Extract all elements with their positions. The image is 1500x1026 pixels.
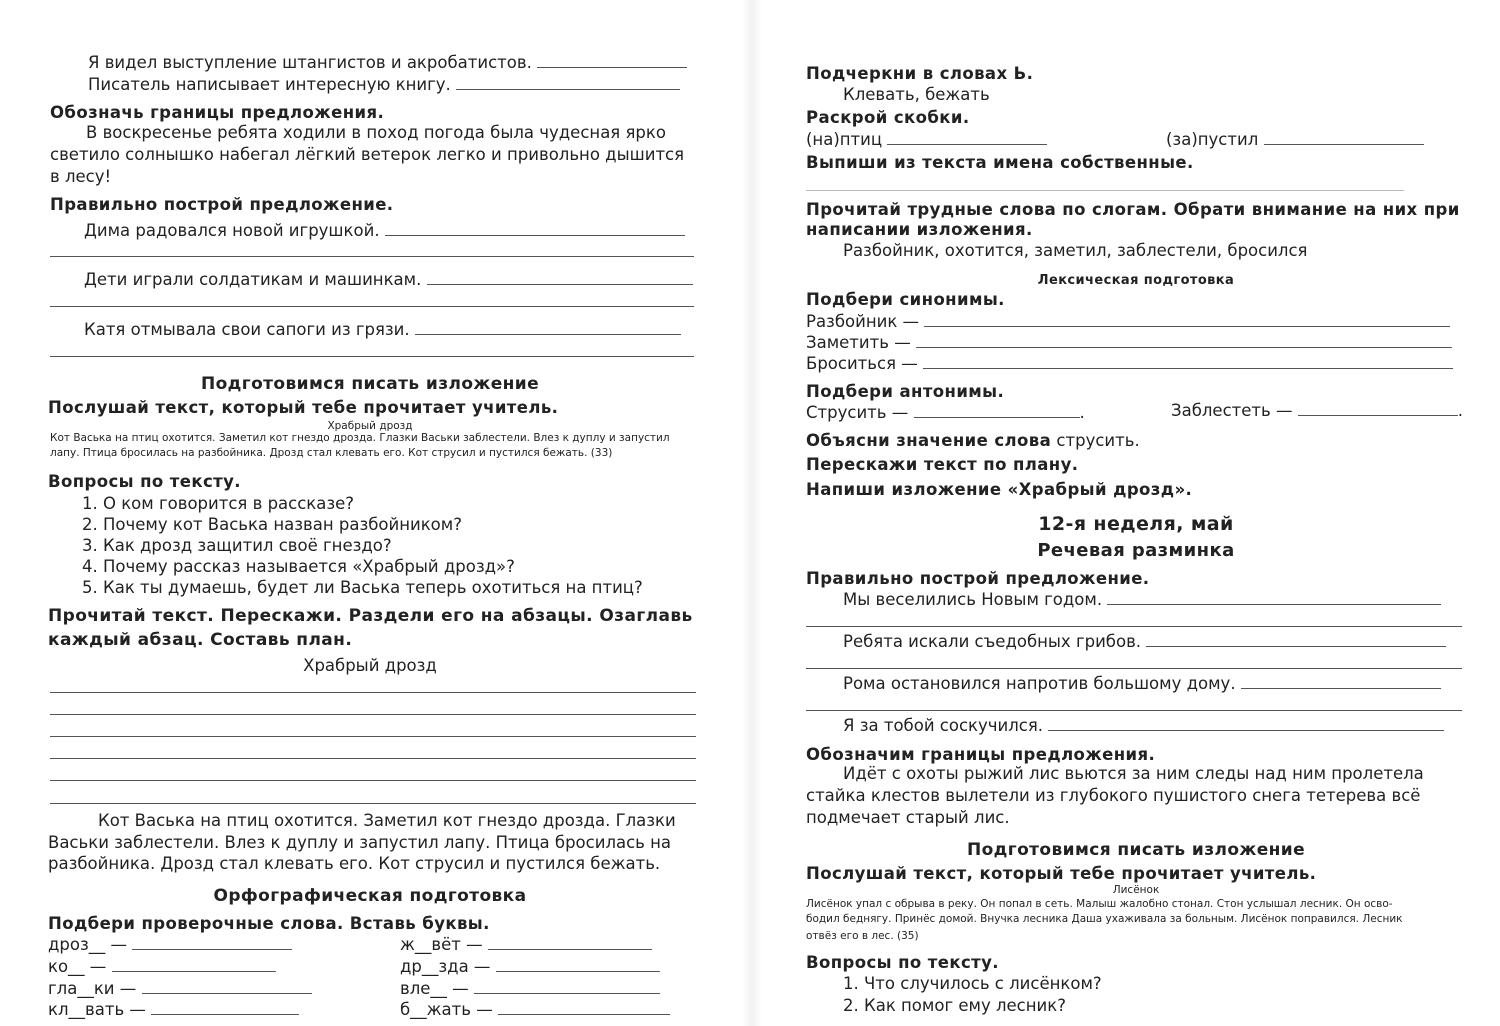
synonyms-title: Подбери синонимы.: [806, 290, 1005, 309]
explain-task: Объясни значение слова струсить.: [806, 431, 1140, 450]
bracket-item-1: (на)птиц: [806, 130, 1047, 150]
question-2: 2. Почему кот Васька назван разбойником?: [82, 515, 462, 534]
boundaries-line-3: подмечает старый лис.: [806, 808, 1010, 827]
story-title: Храбрый дрозд: [303, 656, 437, 675]
answer-line[interactable]: [806, 190, 1404, 191]
build-sentence-1: Мы веселились Новым годом.: [843, 590, 1441, 610]
boundaries-title: Обозначь границы предложения.: [50, 103, 385, 122]
questions-title: Вопросы по тексту.: [806, 953, 999, 972]
intro-line-2: Писатель написывает интересную книгу.: [88, 75, 680, 95]
story-small-line-2: лапу. Птица бросилась на разбойника. Дрозд стал клевать его. Кот струсил и пустился бежать. (33): [50, 447, 613, 459]
boundaries-line-1: В воскресенье ребята ходили в поход погода была чудесная ярко: [86, 123, 666, 142]
ortho-word: др__зда —: [400, 957, 660, 977]
listen-instruction: Послушай текст, который тебе прочитает учитель.: [48, 398, 559, 417]
week-title: 12-я неделя, май: [1038, 513, 1234, 535]
underline-title: Подчеркни в словах Ь.: [806, 64, 1034, 83]
synonym-item: Броситься —: [806, 354, 1453, 374]
question-5: 5. Как ты думаешь, будет ли Васька теперь охотиться на птиц?: [82, 578, 643, 597]
answer-line[interactable]: [50, 306, 694, 307]
boundaries-line-3: в лесу!: [50, 167, 112, 186]
answer-line[interactable]: [806, 710, 1462, 711]
intro-line-1: Я видел выступление штангистов и акробатистов.: [88, 53, 687, 73]
prepare-title: Подготовимся писать изложение: [966, 840, 1306, 860]
build-sentence-3: Рома остановился напротив большому дому.: [843, 674, 1441, 694]
ortho-word: кл__вать —: [48, 1000, 299, 1020]
writing-line[interactable]: [50, 714, 696, 715]
syllables-line-1: Прочитай трудные слова по слогам. Обрати внимание на них при: [806, 200, 1460, 219]
story-line-1: Кот Васька на птиц охотится. Заметил кот гнездо дрозда. Глазки: [98, 811, 676, 830]
writing-line[interactable]: [50, 736, 696, 737]
build-title: Правильно построй предложение.: [806, 569, 1150, 588]
synonym-item: Разбойник —: [806, 312, 1450, 332]
story-small-line-1: Лисёнок упал с обрыва в реку. Он попал в сеть. Малыш жалобно стонал. Стон услышал лесник. Он осво-: [806, 898, 1393, 910]
syllables-line-2: написании изложения.: [806, 220, 1033, 239]
writing-line[interactable]: [50, 780, 696, 781]
ortho-title: Орфографическая подготовка: [213, 886, 527, 906]
build-sentence-1: Дима радовался новой игрушкой.: [84, 221, 685, 241]
story-small-line-1: Кот Васька на птиц охотится. Заметил кот гнездо дрозда. Глазки Васьки заблестели. Влез к дуплу и запустил: [50, 432, 670, 444]
build-sentence-2: Дети играли солдатикам и машинкам.: [84, 270, 693, 290]
build-sentence-3: Катя отмывала свои сапоги из грязи.: [84, 320, 681, 340]
questions-title: Вопросы по тексту.: [48, 472, 241, 491]
ortho-word: дроз__ —: [48, 935, 292, 955]
writing-line[interactable]: [50, 692, 696, 693]
build-title: Правильно построй предложение.: [50, 195, 394, 214]
answer-line[interactable]: [50, 356, 694, 357]
ortho-task: Подбери проверочные слова. Вставь буквы.: [48, 914, 490, 933]
ortho-word: ко__ —: [48, 957, 276, 977]
prepare-title: Подготовимся писать изложение: [200, 374, 540, 394]
question-3: 3. Как дрозд защитил своё гнездо?: [82, 536, 392, 555]
boundaries-line-1: Идёт с охоты рыжий лис вьются за ним следы над ним пролетела: [843, 764, 1424, 783]
build-sentence-4: Я за тобой соскучился.: [843, 716, 1444, 736]
story-title-small: Храбрый дрозд: [327, 420, 413, 432]
question-2: 2. Как помог ему лесник?: [843, 996, 1066, 1015]
boundaries-line-2: стайка клестов вылетели из глубокого пушистого снега тетерева всё: [806, 786, 1421, 805]
answer-line[interactable]: [50, 256, 694, 257]
ortho-word: ж__вёт —: [400, 935, 652, 955]
story-line-2: Васьки заблестели. Влез к дуплу и запустил лапу. Птица бросилась на: [48, 833, 672, 852]
boundaries-title: Обозначим границы предложения.: [806, 745, 1156, 764]
brackets-title: Раскрой скобки.: [806, 108, 970, 127]
story-small-line-3: отвёз его в лес. (35): [806, 930, 919, 942]
retell-task: Перескажи текст по плану.: [806, 455, 1079, 474]
underline-words: Клевать, бежать: [843, 85, 990, 104]
lexical-title: Лексическая подготовка: [1037, 273, 1235, 288]
antonyms-title: Подбери антонимы.: [806, 382, 1005, 401]
proper-title: Выпиши из текста имена собственные.: [806, 153, 1194, 172]
antonym-item-1: Струсить — .: [806, 403, 1085, 422]
question-4: 4. Почему рассказ называется «Храбрый дрозд»?: [82, 557, 515, 576]
task-line-2: каждый абзац. Составь план.: [48, 630, 353, 650]
write-task: Напиши изложение «Храбрый дрозд».: [806, 480, 1193, 499]
task-line-1: Прочитай текст. Перескажи. Раздели его на абзацы. Озаглавь: [48, 606, 693, 626]
ortho-word: б__жать —: [400, 1000, 670, 1020]
question-1: 1. О ком говорится в рассказе?: [82, 494, 355, 513]
listen-instruction: Послушай текст, который тебе прочитает учитель.: [806, 864, 1317, 883]
ortho-word: гла__ки —: [48, 979, 312, 999]
build-sentence-2: Ребята искали съедобных грибов.: [843, 632, 1446, 652]
synonym-item: Заметить —: [806, 333, 1452, 353]
answer-line[interactable]: [806, 626, 1462, 627]
warmup-title: Речевая разминка: [1037, 540, 1235, 561]
story-small-line-2: бодил беднягу. Принёс домой. Внучка лесника Даша ухаживала за больным. Лисёнок поправился. Лесник: [806, 913, 1403, 925]
bracket-item-2: (за)пустил: [1166, 130, 1424, 150]
syllables-words: Разбойник, охотится, заметил, заблестели, бросился: [843, 241, 1308, 260]
page-fold: [742, 0, 762, 1026]
story-title-small: Лисёнок: [1112, 884, 1160, 896]
story-line-3: разбойника. Дрозд стал клевать его. Кот струсил и пустился бежать.: [48, 854, 661, 873]
question-1: 1. Что случилось с лисёнком?: [843, 974, 1102, 993]
answer-line[interactable]: [806, 668, 1462, 669]
boundaries-line-2: светило солнышко набегал лёгкий ветерок легко и привольно дышится: [50, 145, 685, 164]
antonym-item-2: Заблестеть — .: [1171, 401, 1463, 420]
writing-line[interactable]: [50, 803, 696, 804]
writing-line[interactable]: [50, 758, 696, 759]
ortho-word: вле__ —: [400, 979, 660, 999]
